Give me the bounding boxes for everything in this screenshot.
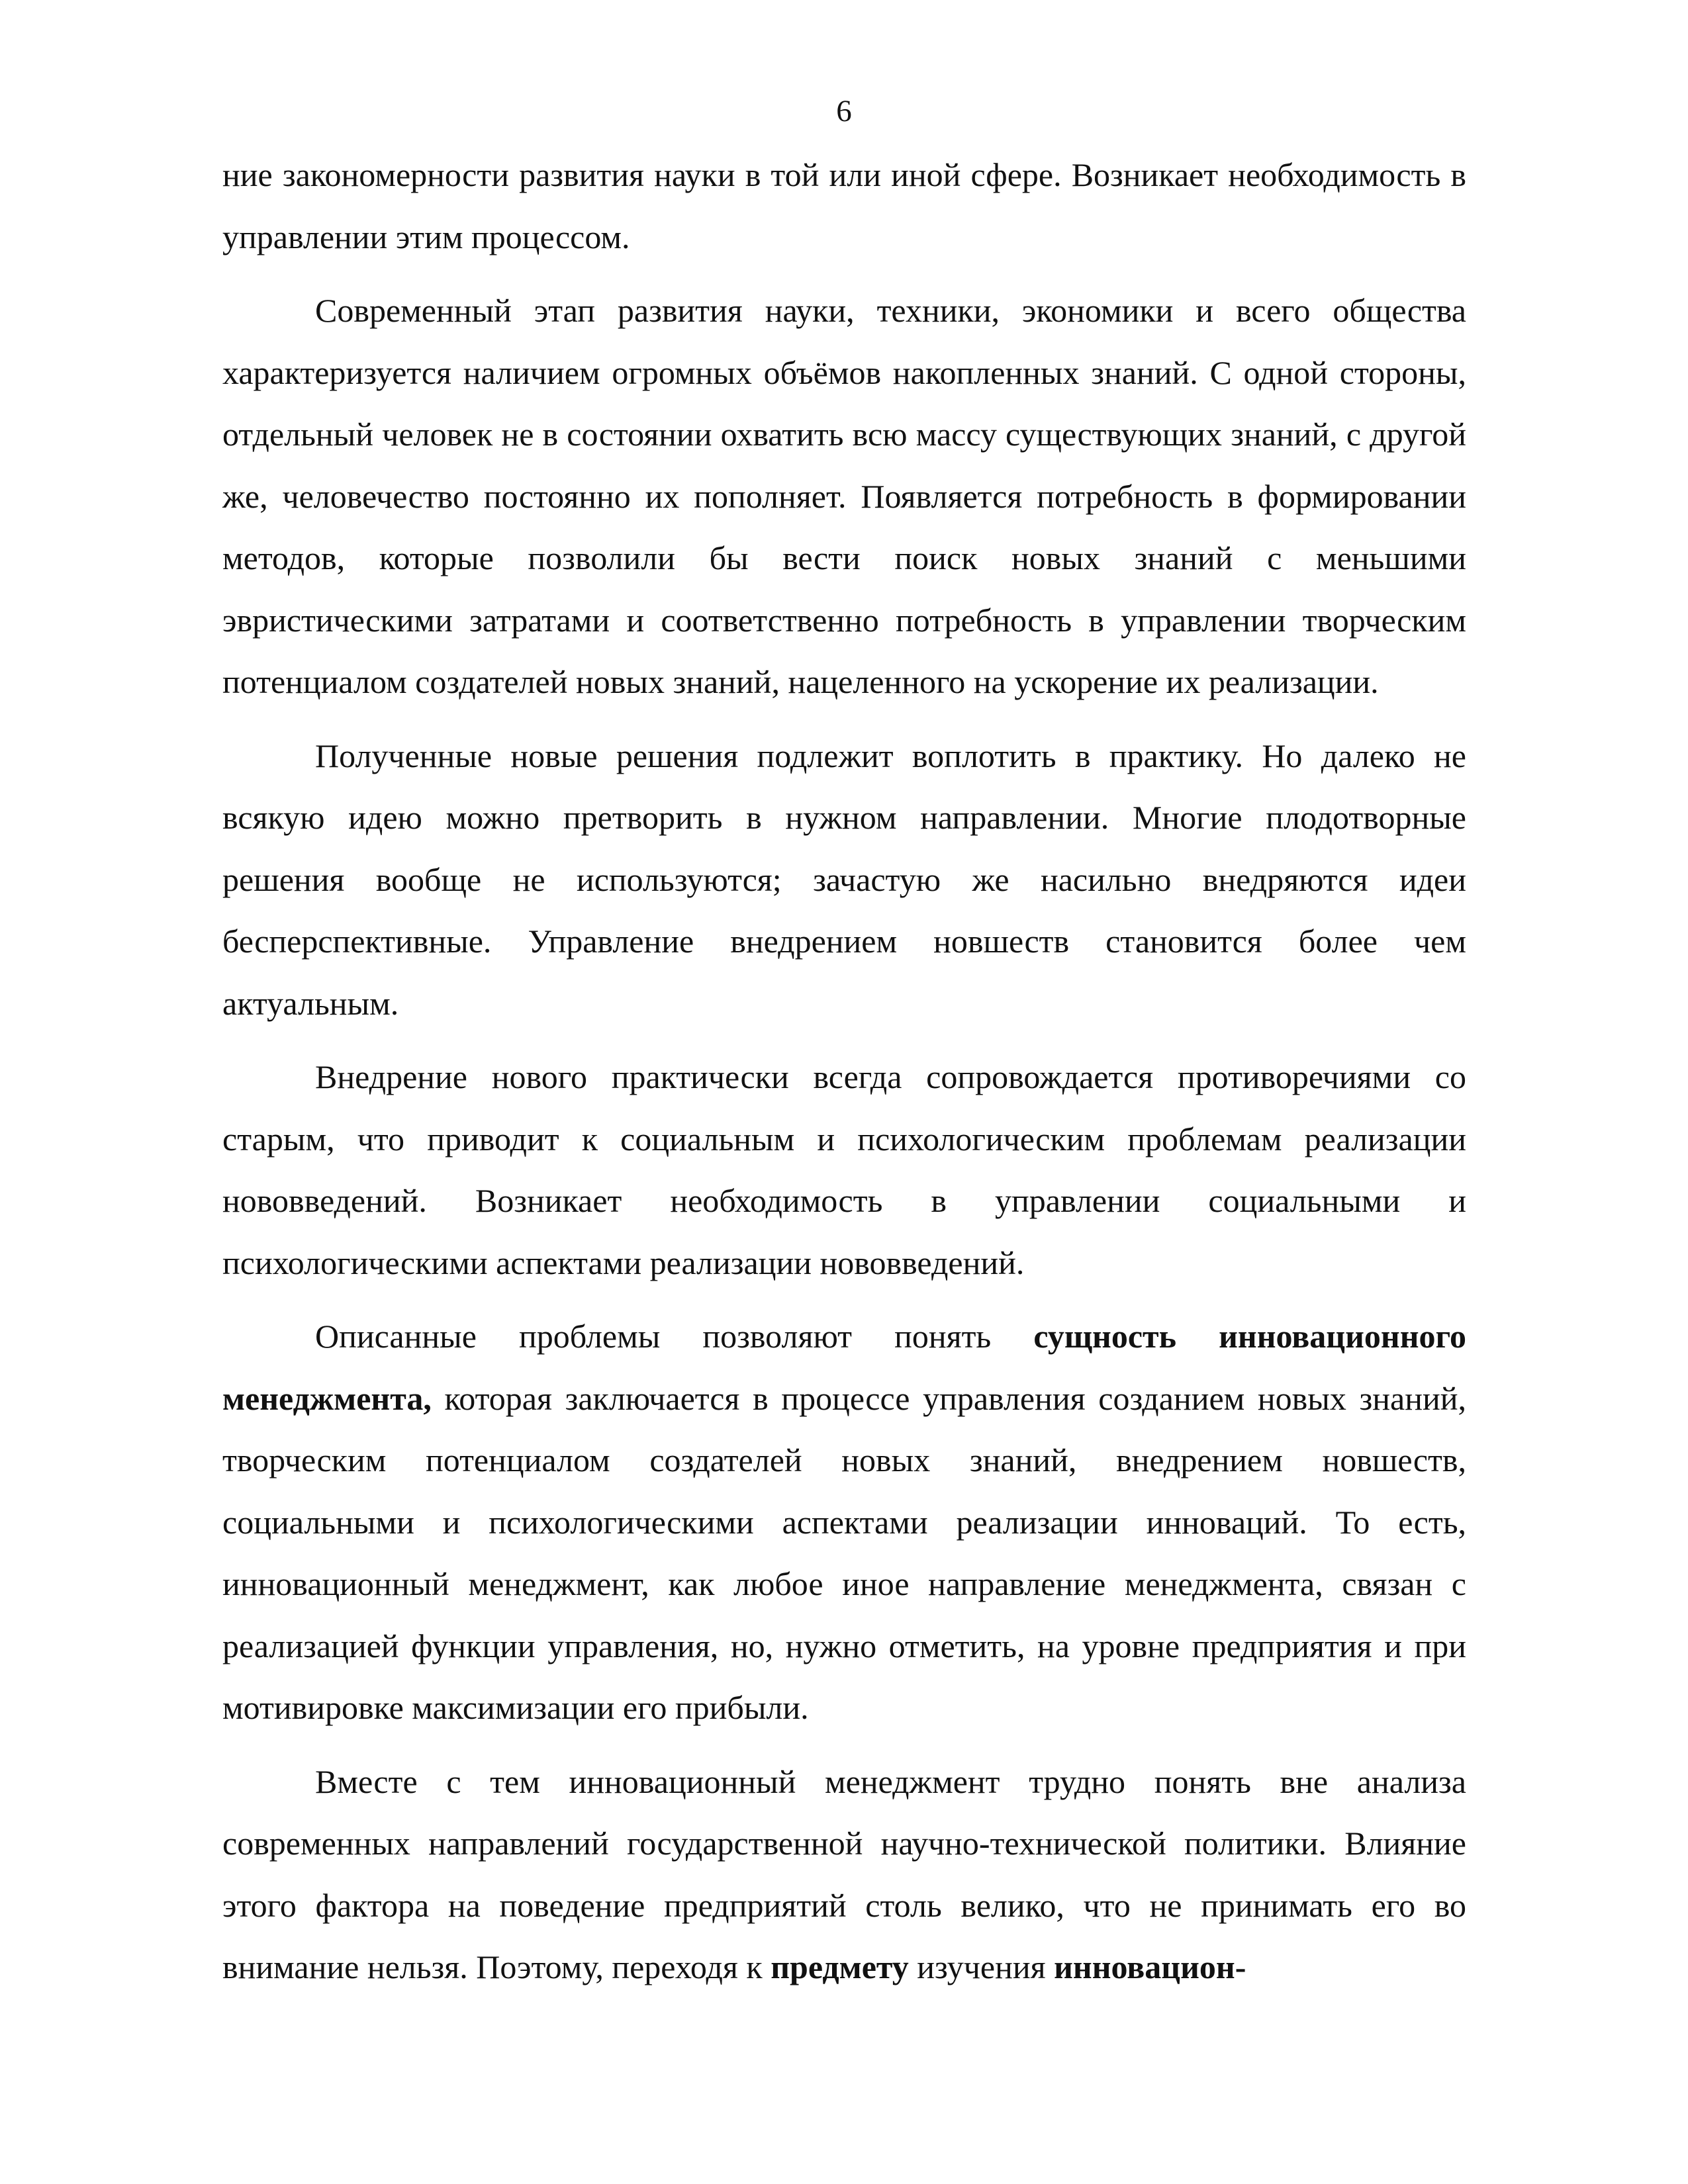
paragraph-text: которая заключается в процессе управления созданием новых знаний, творческим потенциалом создателей новых знаний, внедрением новшеств, социальными и психологическими аспектами реализации инноваций. То есть, инновационный менеджмент, как любое иное направление менеджмента, связан с реализацией функции управления, но, нужно отметить, на уровне предприятия и при мотивировке максимизации его прибыли. — [222, 1379, 1466, 1726]
paragraph-text: Внедрение нового практически всегда сопровождается противоречиями со старым, что приводит к социальным и психологическим проблемам реализации нововведений. Возникает необходимость в управлении социальными и психологическими аспектами реализации нововведений. — [222, 1058, 1466, 1281]
paragraph-new-solutions — [222, 725, 1466, 1035]
paragraph-continuation — [222, 144, 1466, 268]
paragraph-text: Полученные новые решения подлежит воплотить в практику. Но далеко не всякую идею можно претворить в нужном направлении. Многие плодотворные решения вообще не используются; зачастую же насильно внедряются идеи бесперспективные. Управление внедрением новшеств становится более чем актуальным. — [222, 737, 1466, 1022]
paragraph-text: Современный этап развития науки, техники, экономики и всего общества характеризуется наличием огромных объёмов накопленных знаний. С одной стороны, отдельный человек не в состоянии охватить всю массу существующих знаний, с другой же, человечество постоянно их пополняет. Появляется потребность в формировании методов, которые позволили бы вести поиск новых знаний с меньшими эвристическими затратами и соответственно потребность в управлении творческим потенциалом создателей новых знаний, нацеленного на ускорение их реализации. — [222, 292, 1466, 700]
bold-term-innovative: инновацион- — [1054, 1948, 1246, 1985]
paragraph-current-stage — [222, 280, 1466, 713]
paragraph-introduction-contradictions — [222, 1046, 1466, 1294]
paragraph-text: Описанные проблемы позволяют понять — [315, 1318, 1034, 1355]
bold-term-subject: предмету — [771, 1948, 909, 1985]
page-number: 6 — [836, 94, 852, 128]
paragraph-state-policy — [222, 1751, 1466, 1999]
paragraph-essence — [222, 1306, 1466, 1739]
paragraph-text: Вместе с тем инновационный менеджмент трудно понять вне анализа современных направлений государственной научно-технической политики. Влияние этого фактора на поведение предприятий столь велико, что не принимать его во внимание нельзя. Поэтому, переходя к — [222, 1762, 1466, 1985]
page-body — [222, 144, 1466, 2011]
bold-term-essence: сущность инновационного менеджмента, — [222, 1318, 1467, 1417]
paragraph-text: изучения — [908, 1948, 1055, 1985]
paragraph-text: ние закономерности развития науки в той или иной сфере. Возникает необходимость в управлении этим процессом. — [222, 156, 1466, 255]
